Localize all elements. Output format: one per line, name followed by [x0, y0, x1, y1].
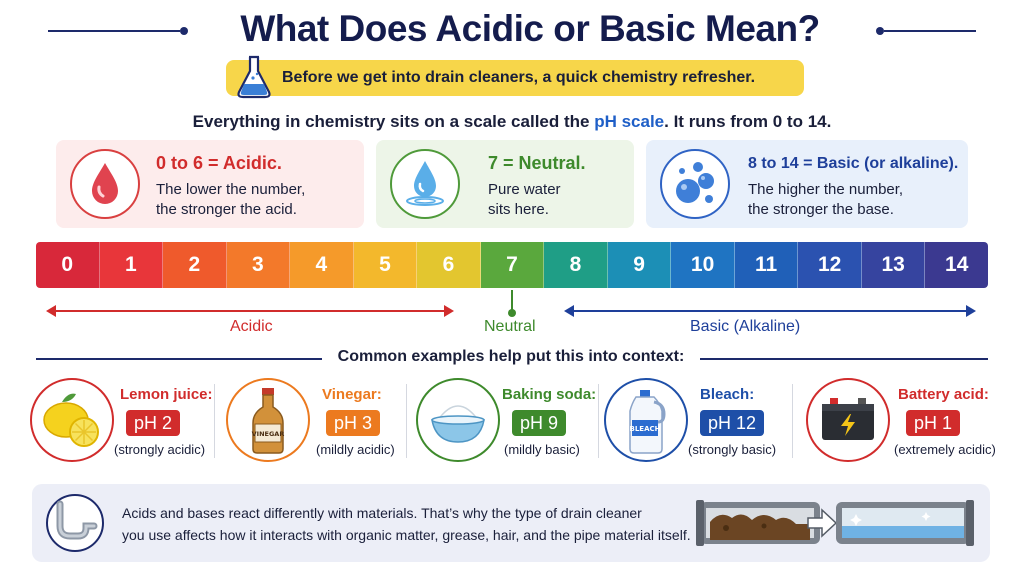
- ph-segment-6: 6: [417, 242, 481, 288]
- examples-divider-left: [36, 358, 322, 360]
- ph-scale-highlight: pH scale: [594, 112, 665, 131]
- title-row: [0, 6, 1024, 54]
- example-name: Baking soda:: [502, 386, 597, 403]
- example-name: Lemon juice:: [120, 386, 213, 403]
- example-description: (mildly acidic): [316, 442, 395, 457]
- basic-range-arrow: [570, 310, 970, 312]
- acidic-range-label: Acidic: [230, 318, 273, 335]
- basic-card: [646, 140, 968, 228]
- ph-segment-2: 2: [163, 242, 227, 288]
- title-divider-left: [48, 30, 180, 32]
- svg-text:BLEACH: BLEACH: [629, 425, 661, 433]
- page-title: What Does Acidic or Basic Mean?: [240, 8, 820, 49]
- example-name: Battery acid:: [898, 386, 989, 403]
- ph-segment-11: 11: [735, 242, 799, 288]
- basic-body: The higher the number, the stronger the base.: [748, 181, 904, 218]
- banner-text: Before we get into drain cleaners, a quick chemistry refresher.: [282, 69, 756, 86]
- basic-range-label: Basic (Alkaline): [690, 318, 801, 335]
- example-description: (strongly acidic): [114, 442, 206, 457]
- example-baking-soda: [416, 378, 596, 466]
- ph-segment-10: 10: [671, 242, 735, 288]
- lemon-icon: [30, 378, 114, 462]
- ph-segment-8: 8: [544, 242, 608, 288]
- ph-badge: pH 9: [512, 410, 566, 436]
- ph-segment-7: 7: [481, 242, 545, 288]
- ph-segment-12: 12: [798, 242, 862, 288]
- clean-pipe-icon: [836, 500, 974, 546]
- footer-note: [32, 484, 990, 562]
- neutral-marker-dot: [508, 309, 516, 317]
- ph-segment-14: 14: [925, 242, 988, 288]
- intro-text: Everything in chemistry sits on a scale called the pH scale. It runs from 0 to 14.: [192, 112, 832, 131]
- footer-text: Acids and bases react differently with materials. That’s why the type of drain cleaner you use affects how it interacts with organic matter, grease, hair, and the pipe material itself.: [122, 505, 691, 543]
- ph-segment-3: 3: [227, 242, 291, 288]
- basic-heading: 8 to 14 = Basic (or alkaline).: [748, 155, 959, 172]
- title-dot-left: [180, 27, 188, 35]
- blood-drop-icon: [70, 149, 140, 219]
- ph-segment-13: 13: [862, 242, 926, 288]
- neutral-heading: 7 = Neutral.: [488, 153, 586, 173]
- ph-segment-4: 4: [290, 242, 354, 288]
- example-battery-acid: [806, 378, 1002, 466]
- ph-scale-bar: [36, 242, 988, 288]
- example-divider: [214, 384, 215, 458]
- ph-segment-9: 9: [608, 242, 672, 288]
- car-battery-icon: [806, 378, 890, 462]
- ph-badge: pH 1: [906, 410, 960, 436]
- acidic-card: [56, 140, 364, 228]
- water-drop-icon: [390, 149, 460, 219]
- bleach-bottle-icon: [604, 378, 688, 462]
- title-divider-right: [884, 30, 976, 32]
- example-description: (strongly basic): [688, 442, 777, 457]
- ph-segment-5: 5: [354, 242, 418, 288]
- title-dot-right: [876, 27, 884, 35]
- ph-badge: pH 3: [326, 410, 380, 436]
- drain-pipe-icon: [46, 494, 104, 552]
- example-lemon-juice: [30, 378, 213, 466]
- vinegar-bottle-icon: [226, 378, 310, 462]
- neutral-body: Pure water sits here.: [488, 181, 561, 218]
- example-description: (mildly basic): [504, 442, 580, 457]
- baking-soda-bowl-icon: [416, 378, 500, 462]
- example-divider: [406, 384, 407, 458]
- example-name: Vinegar:: [322, 386, 382, 403]
- acidic-heading: 0 to 6 = Acidic.: [156, 153, 282, 173]
- example-divider: [598, 384, 599, 458]
- acidic-body: The lower the number, the stronger the acid.: [156, 181, 306, 218]
- example-vinegar: [226, 378, 406, 466]
- refresher-banner: [226, 60, 804, 96]
- examples-heading: Common examples help put this into context:: [337, 348, 685, 365]
- ph-badge: pH 2: [126, 410, 180, 436]
- acidic-range-arrow: [52, 310, 448, 312]
- example-divider: [792, 384, 793, 458]
- example-bleach: [604, 378, 794, 466]
- example-description: (extremely acidic): [894, 442, 996, 457]
- example-name: Bleach:: [700, 386, 755, 403]
- clogged-pipe-icon: [696, 500, 820, 546]
- neutral-range-label: Neutral: [484, 318, 536, 335]
- pipe-comparison: [696, 492, 976, 554]
- ph-badge: pH 12: [700, 410, 764, 436]
- svg-text:VINEGAR: VINEGAR: [251, 430, 285, 438]
- neutral-card: [376, 140, 634, 228]
- ph-segment-1: 1: [100, 242, 164, 288]
- ph-segment-0: 0: [36, 242, 100, 288]
- examples-divider-right: [700, 358, 988, 360]
- flask-icon: [234, 54, 274, 100]
- bubbles-icon: [660, 149, 730, 219]
